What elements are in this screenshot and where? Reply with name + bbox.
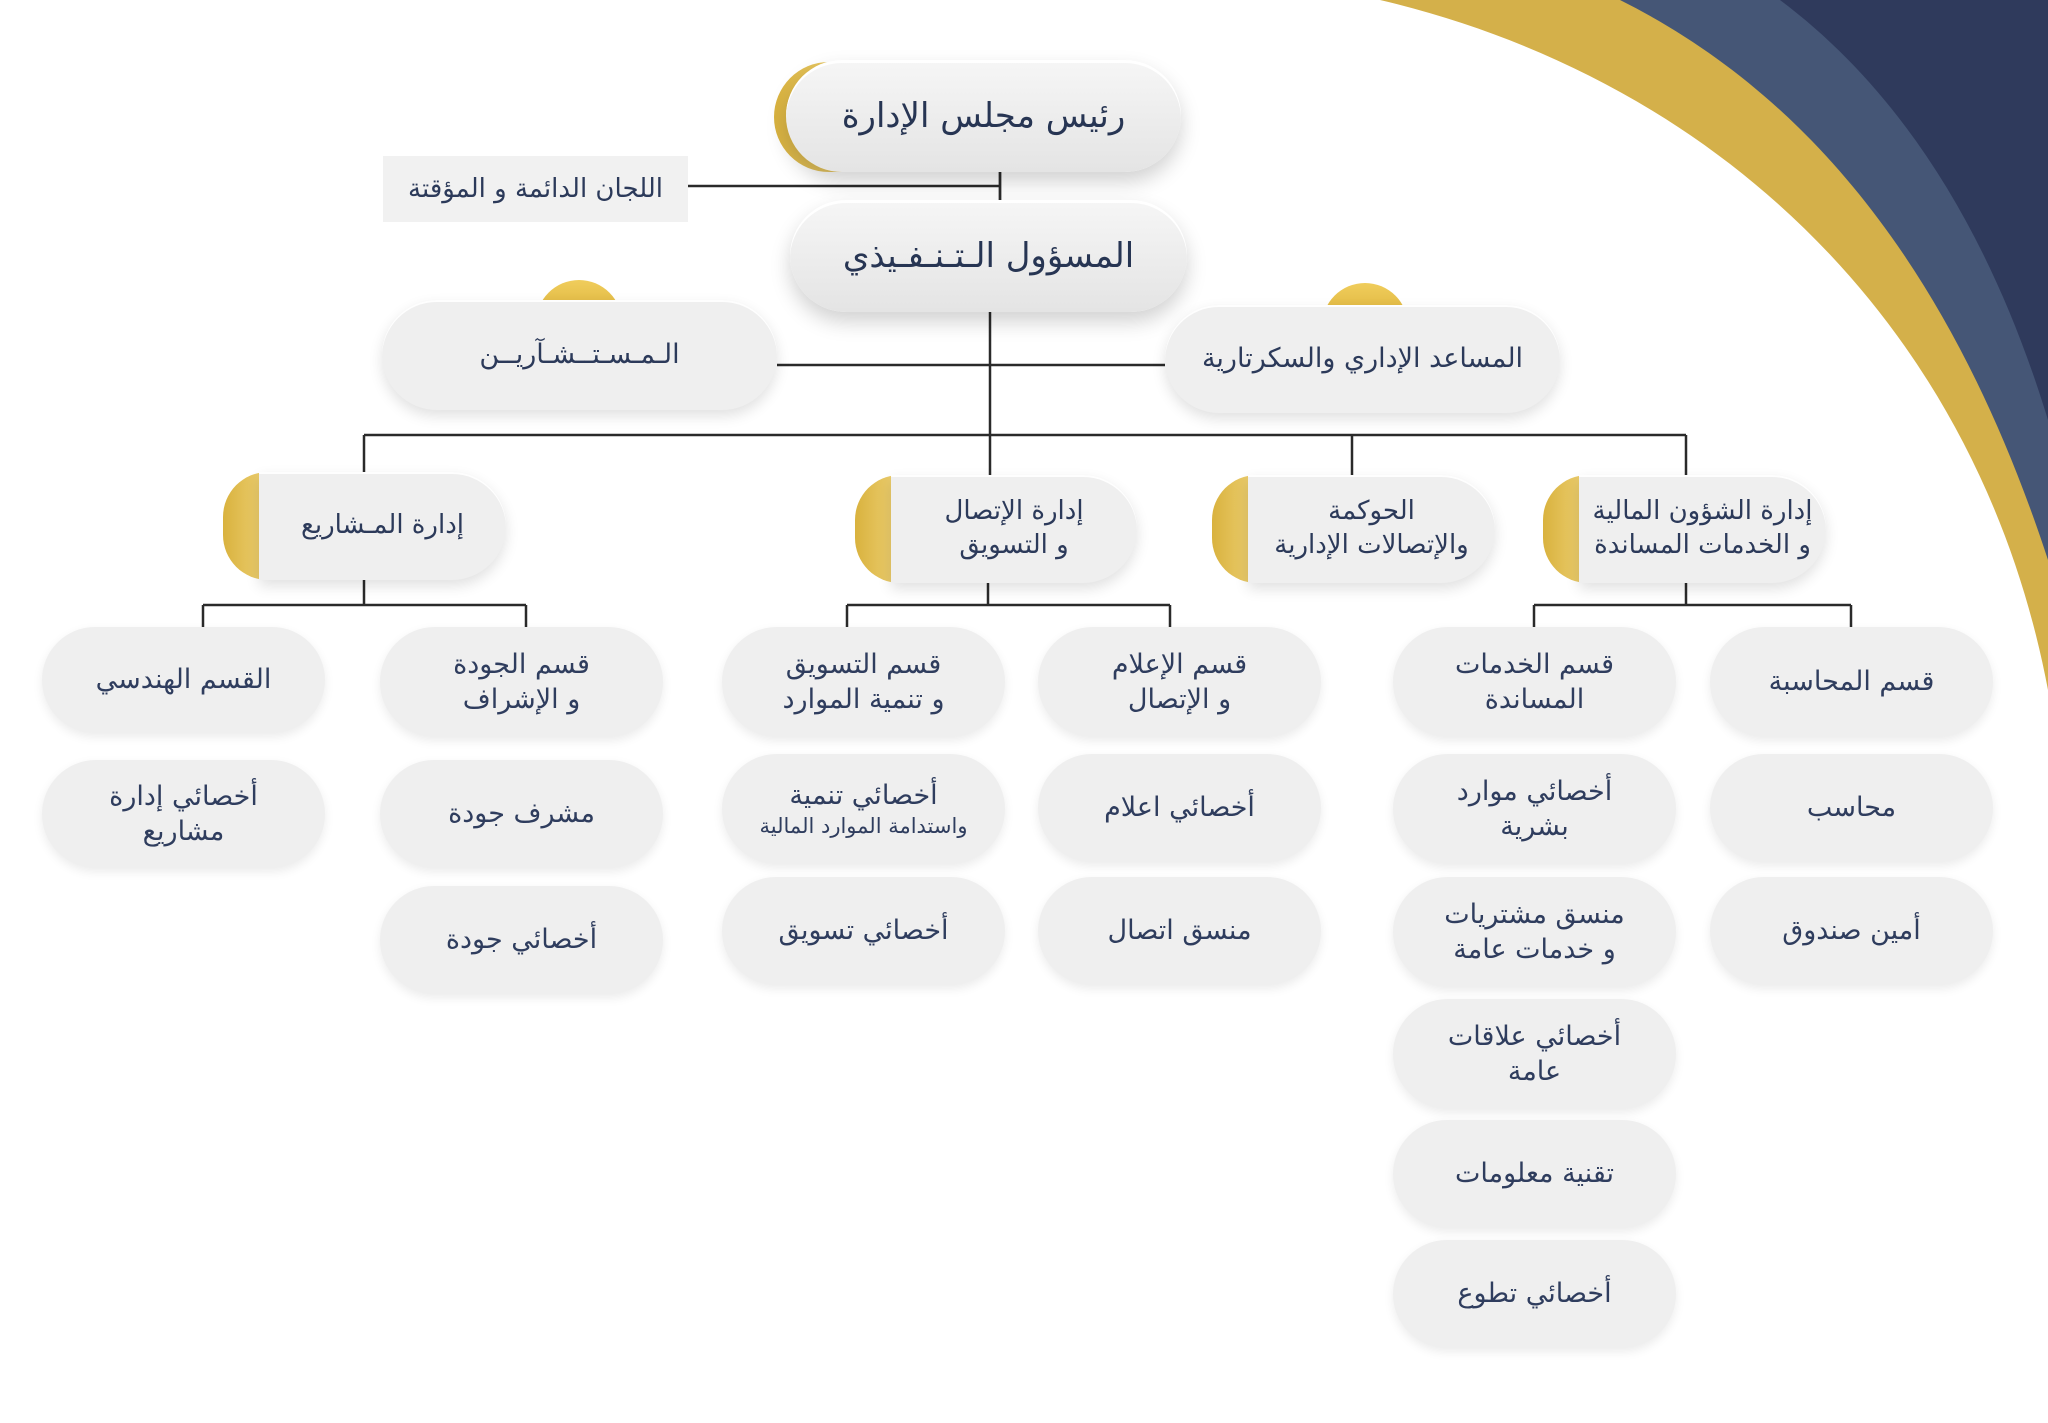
role-it	[1393, 1120, 1676, 1228]
section-quality-line2: و الإشراف	[462, 684, 581, 715]
role-hr-specialist-line1: أخصائي موارد	[1456, 775, 1613, 807]
role-project-specialist	[42, 760, 325, 868]
role-volunteer-specialist-text: أخصائي تطوع	[1457, 1278, 1612, 1310]
section-quality-line1: قسم الجودة	[453, 648, 590, 680]
section-support-line2: المساندة	[1484, 684, 1585, 715]
dept-finance-line1: إدارة الشؤون المالية	[1592, 496, 1813, 527]
role-accountant	[1710, 754, 1993, 862]
role-development-specialist-line1: أخصائي تنمية	[789, 779, 938, 811]
section-media	[1038, 627, 1321, 737]
dept-projects	[259, 472, 506, 580]
role-quality-specialist	[380, 886, 663, 994]
role-procurement-coordinator-line1: منسق مشتريات	[1444, 898, 1625, 930]
role-marketing-specialist-text: أخصائي تسويق	[778, 915, 949, 947]
role-quality-supervisor-text: مشرف جودة	[448, 798, 595, 830]
dept-governance-line2: والإتصالات الإدارية	[1274, 530, 1469, 560]
section-media-line1: قسم الإعلام	[1111, 648, 1248, 680]
ceo-text: المسؤول الـتـنـفـيذي	[842, 235, 1135, 276]
section-marketing-line1: قسم التسويق	[785, 648, 942, 680]
chairman-box	[786, 60, 1181, 172]
section-accounting-line1: قسم المحاسبة	[1768, 666, 1935, 698]
dept-finance	[1579, 475, 1826, 583]
section-marketing	[722, 627, 1005, 737]
role-development-specialist-sub: واستدامة الموارد المالية	[759, 813, 968, 838]
committees-text: اللجان الدائمة و المؤقتة	[408, 174, 663, 204]
role-pr-specialist-line1: أخصائي علاقات	[1447, 1020, 1622, 1052]
assistant-box	[1165, 305, 1560, 413]
role-cashier-text: أمين صندوق	[1782, 915, 1921, 947]
section-marketing-line2: و تنمية الموارد	[782, 684, 945, 715]
role-marketing-specialist	[722, 877, 1005, 985]
role-pr-specialist-line2: عامة	[1507, 1056, 1562, 1087]
role-volunteer-specialist	[1393, 1240, 1676, 1348]
section-support-line1: قسم الخدمات	[1455, 648, 1614, 680]
role-project-specialist-line2: مشاريع	[142, 816, 225, 847]
chairman-text: رئيس مجلس الإدارة	[841, 95, 1126, 136]
section-media-line2: و الإتصال	[1127, 684, 1232, 715]
dept-communication-line2: و التسويق	[959, 530, 1069, 560]
role-development-specialist	[722, 754, 1005, 864]
role-it-text: تقنية معلومات	[1455, 1158, 1615, 1190]
role-communication-coordinator-text: منسق اتصال	[1107, 915, 1252, 947]
dept-projects-line1: إدارة المـشاريع	[301, 510, 465, 541]
section-engineering-line1: القسم الهندسي	[95, 664, 272, 696]
dept-communication-line1: إدارة الإتصال	[944, 496, 1084, 527]
section-engineering	[42, 627, 325, 733]
dept-communication	[891, 475, 1137, 583]
advisors-box	[382, 300, 777, 410]
role-cashier	[1710, 877, 1993, 985]
role-media-specialist-text: أخصائي اعلام	[1104, 792, 1255, 824]
role-quality-supervisor	[380, 760, 663, 868]
section-quality	[380, 627, 663, 737]
section-accounting	[1710, 627, 1993, 737]
role-quality-specialist-text: أخصائي جودة	[445, 924, 598, 956]
role-project-specialist-line1: أخصائي إدارة	[109, 780, 258, 812]
assistant-text: المساعد الإداري والسكرتارية	[1201, 343, 1524, 375]
section-support	[1393, 627, 1676, 737]
role-media-specialist	[1038, 754, 1321, 862]
committees-label	[383, 156, 688, 222]
role-procurement-coordinator-line2: و خدمات عامة	[1453, 934, 1616, 965]
ceo-box	[790, 200, 1187, 312]
role-pr-specialist	[1393, 999, 1676, 1109]
dept-governance	[1248, 475, 1495, 583]
role-hr-specialist-line2: بشرية	[1500, 811, 1569, 842]
role-hr-specialist	[1393, 754, 1676, 864]
advisors-text: الـمـسـتــشـآريــن	[479, 339, 680, 371]
role-communication-coordinator	[1038, 877, 1321, 985]
role-accountant-text: محاسب	[1806, 792, 1897, 824]
dept-governance-line1: الحوكمة	[1328, 496, 1415, 527]
role-procurement-coordinator	[1393, 877, 1676, 987]
dept-finance-line2: و الخدمات المساندة	[1594, 530, 1811, 560]
